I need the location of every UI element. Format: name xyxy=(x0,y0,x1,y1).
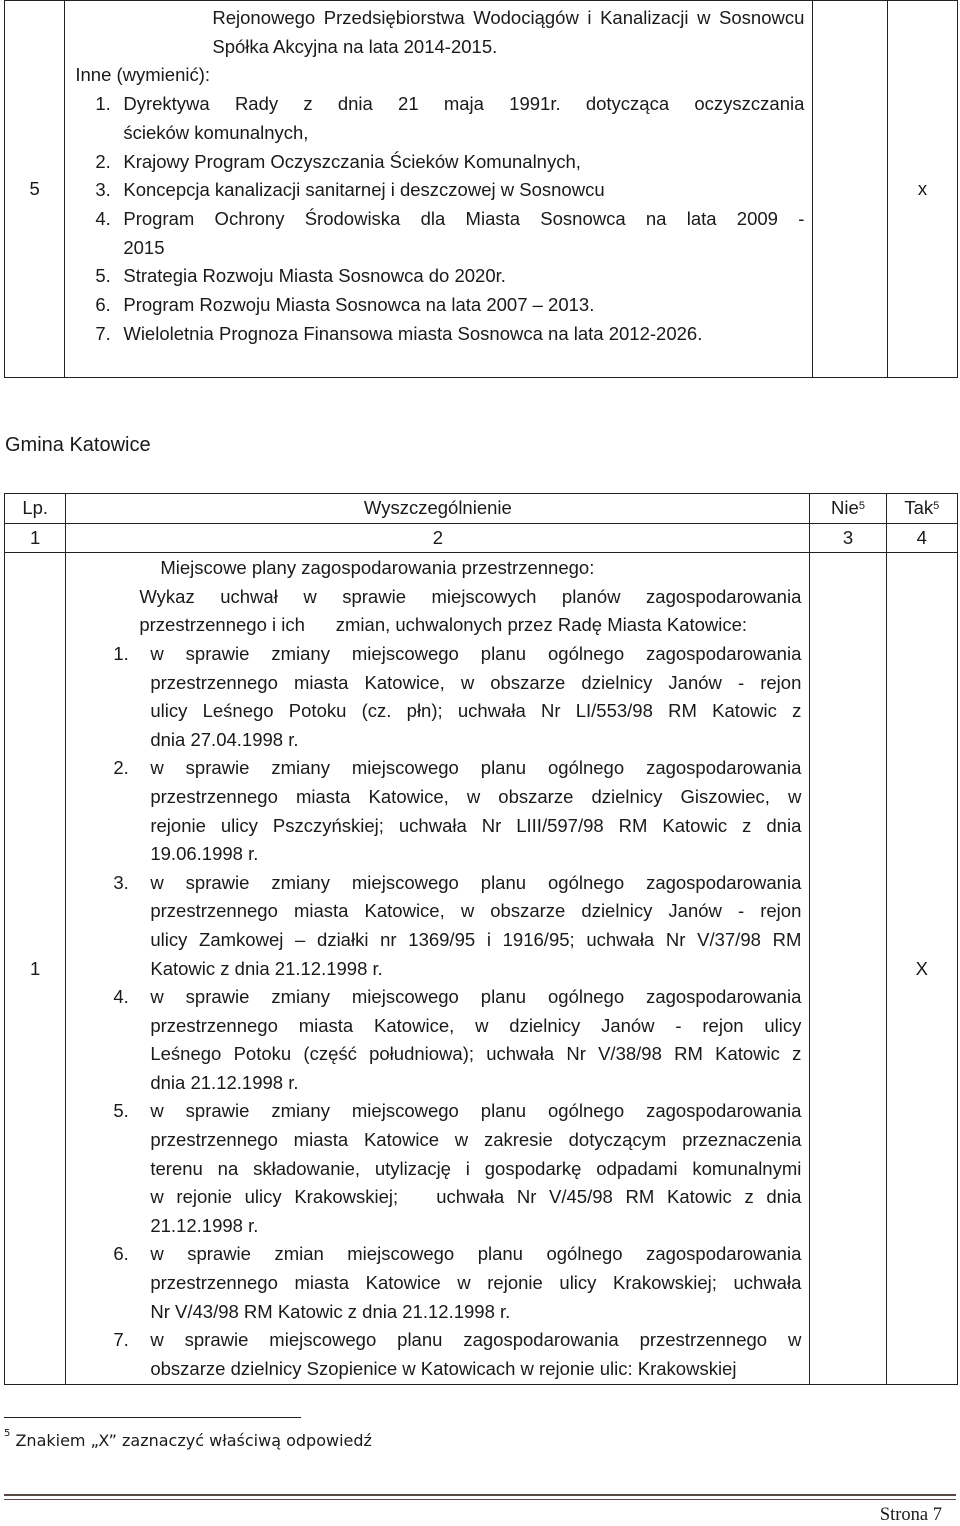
header-tak-label: Tak xyxy=(904,497,934,518)
list-item-number: 5. xyxy=(95,265,111,287)
list-item xyxy=(75,90,804,119)
list-item-text: w sprawie miejscowego planu zagospodarowania przestrzennego w xyxy=(150,1329,802,1351)
list-item-number: 1. xyxy=(95,93,111,115)
list-item-continuation: 19.06.1998 r. xyxy=(150,843,259,865)
header-row xyxy=(5,494,958,524)
list-item-number: 3. xyxy=(113,871,129,893)
list-item-continuation: dnia 21.12.1998 r. xyxy=(150,1071,299,1093)
list-item-text: w sprawie zmiany miejscowego planu ogólnego zagospodarowania xyxy=(150,1100,802,1122)
other-label: Inne (wymienić): xyxy=(75,64,211,86)
list-item xyxy=(75,205,804,234)
list-item-text: w sprawie zmian miejscowego planu ogólnego zagospodarowania xyxy=(150,1243,802,1265)
list-item-text: w sprawie zmiany miejscowego planu ogólnego zagospodarowania xyxy=(150,757,802,779)
column-number-row xyxy=(5,523,958,553)
list xyxy=(75,90,804,348)
header-nie-label: Nie xyxy=(831,497,859,518)
footer-rule xyxy=(4,1494,956,1496)
list-item-number: 5. xyxy=(113,1100,129,1122)
nie-cell xyxy=(813,1,888,378)
list-item-continuation: przestrzennego miasta Katowice w zakresie dotyczącym przeznaczenia xyxy=(150,1129,802,1151)
list-item-text: Koncepcja kanalizacji sanitarnej i deszczowej w Sosnowcu xyxy=(123,179,605,201)
list-item-text: Strategia Rozwoju Miasta Sosnowca do 2020r. xyxy=(123,265,506,287)
table-row xyxy=(5,553,958,1385)
list-item xyxy=(75,176,804,205)
list-item-text: Wieloletnia Prognoza Finansowa miasta Sosnowca na lata 2012-2026. xyxy=(123,322,703,344)
list-intro-line: Wykaz uchwał w sprawie miejscowych planów zagospodarowania xyxy=(139,585,802,607)
list-item-text: w sprawie zmiany miejscowego planu ogólnego zagospodarowania xyxy=(150,871,802,893)
list-item xyxy=(76,1097,801,1126)
list-item-continuation: obszarze dzielnicy Szopienice w Katowicach w rejonie ulic: Krakowskiej xyxy=(150,1357,737,1379)
list-item-number: 2. xyxy=(95,150,111,172)
footnote-number: 5 xyxy=(4,1428,11,1439)
list-item-continuation: 21.12.1998 r. xyxy=(150,1214,259,1236)
list-item-text: Dyrektywa Rady z dnia 21 maja 1991r. dotycząca oczyszczania xyxy=(123,93,805,115)
description-cell xyxy=(65,1,813,378)
list-item-number: 6. xyxy=(95,294,111,316)
list-item-number: 2. xyxy=(113,757,129,779)
row-number: 5 xyxy=(5,1,65,378)
list-item xyxy=(76,1240,801,1269)
description-cell xyxy=(66,553,810,1385)
intro-line: Spółka Akcyjna na lata 2014-2015. xyxy=(212,35,498,57)
header-nie xyxy=(810,494,886,524)
list-intro-line: przestrzennego i ich zmian, uchwalonych przez Radę Miasta Katowice: xyxy=(139,614,748,636)
tak-mark: X xyxy=(886,553,957,1385)
list-item-text: Program Rozwoju Miasta Sosnowca na lata 2007 – 2013. xyxy=(123,294,595,316)
footer-rule-thin xyxy=(4,1499,956,1500)
list-item xyxy=(76,640,801,669)
row-number: 1 xyxy=(5,553,66,1385)
section-heading: Gmina Katowice xyxy=(5,434,151,456)
header-tak xyxy=(886,494,957,524)
list-item-continuation: Nr V/43/98 RM Katowic z dnia 21.12.1998 r. xyxy=(150,1300,511,1322)
list-item-continuation: 2015 xyxy=(123,236,165,258)
table-row xyxy=(5,1,958,378)
list-item xyxy=(76,983,801,1012)
list-item xyxy=(76,754,801,783)
list-item xyxy=(76,869,801,898)
list-item-continuation: przestrzennego miasta Katowice, w obszarze dzielnicy Giszowiec, w xyxy=(150,785,802,807)
list-item-continuation: dnia 27.04.1998 r. xyxy=(150,728,299,750)
list-item-text: Krajowy Program Oczyszczania Ścieków Komunalnych, xyxy=(123,150,581,172)
list-item-continuation: przestrzennego miasta Katowice w rejonie ulicy Krakowskiej; uchwała xyxy=(150,1272,802,1294)
list-item-continuation: ulicy Zamkowej – działki nr 1369/95 i 1916/95; uchwała Nr V/37/98 RM xyxy=(150,928,802,950)
list-item-number: 1. xyxy=(113,642,129,664)
footnote-ref: 5 xyxy=(933,500,940,512)
list xyxy=(76,640,801,1383)
footnote-text: Znakiem „X” zaznaczyć właściwą odpowiedź xyxy=(15,1431,372,1450)
footnote-ref: 5 xyxy=(858,500,865,512)
list-item-number: 3. xyxy=(95,179,111,201)
intro-line: Rejonowego Przedsiębiorstwa Wodociągów i Kanalizacji w Sosnowcu xyxy=(212,7,805,28)
list-item-number: 4. xyxy=(95,207,111,229)
col-number: 1 xyxy=(5,523,66,553)
list-item xyxy=(75,291,804,320)
list-item-continuation: w rejonie ulicy Krakowskiej; uchwała Nr V/45/98 RM Katowic z dnia xyxy=(150,1186,802,1208)
plan-title: Miejscowe plany zagospodarowania przestrzennego: xyxy=(160,557,595,579)
footnote xyxy=(4,1428,372,1450)
list-item-text: Program Ochrony Środowiska dla Miasta Sosnowca na lata 2009 - xyxy=(123,207,805,229)
list-item-continuation: przestrzennego miasta Katowice, w dzielnicy Janów - rejon ulicy xyxy=(150,1014,802,1036)
list-item-text: w sprawie zmiany miejscowego planu ogólnego zagospodarowania xyxy=(150,642,802,664)
list-item xyxy=(75,148,804,177)
list-item-continuation: przestrzennego miasta Katowice, w obszarze dzielnicy Janów - rejon xyxy=(150,671,802,693)
list-item xyxy=(75,320,804,349)
page-number: Strona 7 xyxy=(879,1505,942,1525)
tak-mark: x xyxy=(887,1,957,378)
list-item-continuation: ścieków komunalnych, xyxy=(123,121,309,143)
list-item-continuation: ulicy Leśnego Potoku (cz. płn); uchwała Nr LI/553/98 RM Katowic z xyxy=(150,700,802,722)
list-item-continuation: przestrzennego miasta Katowice, w obszarze dzielnicy Janów - rejon xyxy=(150,900,802,922)
top-table xyxy=(4,0,958,378)
list-item-number: 4. xyxy=(113,986,129,1008)
list-item xyxy=(75,262,804,291)
col-number: 2 xyxy=(66,523,810,553)
list-item-continuation: Katowic z dnia 21.12.1998 r. xyxy=(150,957,383,979)
col-number: 4 xyxy=(886,523,957,553)
footnote-separator xyxy=(4,1417,301,1418)
list-item-continuation: Leśnego Potoku (część południowa); uchwała Nr V/38/98 RM Katowic z xyxy=(150,1043,802,1065)
list-item-continuation: rejonie ulicy Pszczyńskiej; uchwała Nr LIII/597/98 RM Katowic z dnia xyxy=(150,814,802,836)
list-item-number: 7. xyxy=(95,322,111,344)
list-item-text: w sprawie zmiany miejscowego planu ogólnego zagospodarowania xyxy=(150,986,802,1008)
list-item-continuation: terenu na składowanie, utylizację i gospodarkę odpadami komunalnymi xyxy=(150,1157,802,1179)
col-number: 3 xyxy=(810,523,886,553)
nie-cell xyxy=(810,553,886,1385)
list-item-number: 7. xyxy=(113,1329,129,1351)
header-lp: Lp. xyxy=(5,494,66,524)
list-item-number: 6. xyxy=(113,1243,129,1265)
list-item xyxy=(76,1326,801,1355)
header-description: Wyszczególnienie xyxy=(66,494,810,524)
main-table xyxy=(4,493,958,1385)
